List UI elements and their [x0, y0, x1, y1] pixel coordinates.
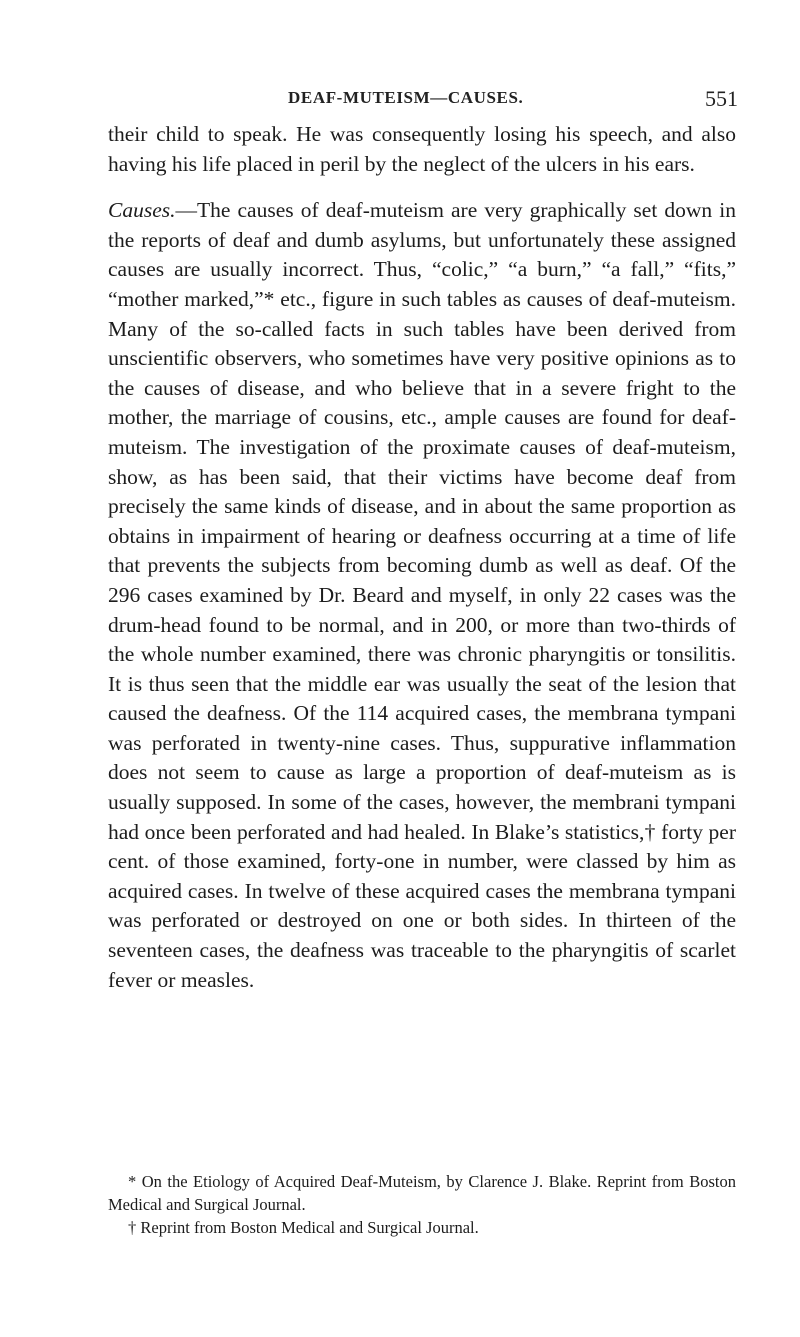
footnote-dagger: † Reprint from Boston Medical and Surgical Journal. [128, 1218, 479, 1237]
section-label-causes: Causes. [108, 198, 176, 223]
paragraph-causes [108, 196, 736, 995]
running-title: DEAF-MUTEISM—CAUSES. [288, 88, 524, 107]
footnotes [108, 1170, 736, 1239]
body-text [108, 120, 736, 995]
page-number: 551 [705, 86, 738, 111]
paragraph-causes-text: —The causes of deaf-muteism are very graphically set down in the reports of deaf and dumb asylums, but unfortunately these assigned causes are usually incorrect. Thus, “colic,” “a burn,” “a fall,” “fits,” “mother marked,”* etc., figure in such tables as causes of deaf-muteism. Many of the so-called facts in such tables have been derived from unscientific observers, who sometimes have very positive opinions as to the causes of disease, and who believe that in a severe fright to the mother, the marriage of cousins, etc., ample causes are found for deaf-muteism. The investigation of the proximate causes of deaf-muteism, show, as has been said, that their victims have become deaf from precisely the same kinds of disease, and in about the same proportion as obtains in impairment of hearing or deafness occurring at a time of life that prevents the subjects from becoming dumb as well as deaf. Of the 296 cases examined by Dr. Beard and myself, in only 22 cases was the drum-head found to be normal, and in 200, or more than two-thirds of the whole number examined, there was chronic pharyngitis or tonsilitis. It is thus seen that the middle ear was usually the seat of the lesion that caused the deafness. Of the 114 acquired cases, the membrana tympani was perforated in twenty-nine cases. Thus, suppurative inflammation does not seem to cause as large a proportion of deaf-muteism as is usually supposed. In some of the cases, however, the membrani tympani had once been perforated and had healed. In Blake’s statistics,† forty per cent. of those examined, forty-one in number, were classed by him as acquired cases. In twelve of these acquired cases the membrana tympani was perforated or destroyed on one or both sides. In thirteen of the seventeen cases, the deafness was traceable to the pharyngitis of scarlet fever or measles. [108, 198, 736, 992]
paragraph-continuation: their child to speak. He was consequently losing his speech, and also having his life placed in peril by the neglect of the ulcers in his ears. [108, 122, 736, 176]
running-head [108, 86, 738, 116]
footnote-asterisk: * On the Etiology of Acquired Deaf-Muteism, by Clarence J. Blake. Reprint from Boston Medical and Surgical Journal. [108, 1172, 736, 1214]
